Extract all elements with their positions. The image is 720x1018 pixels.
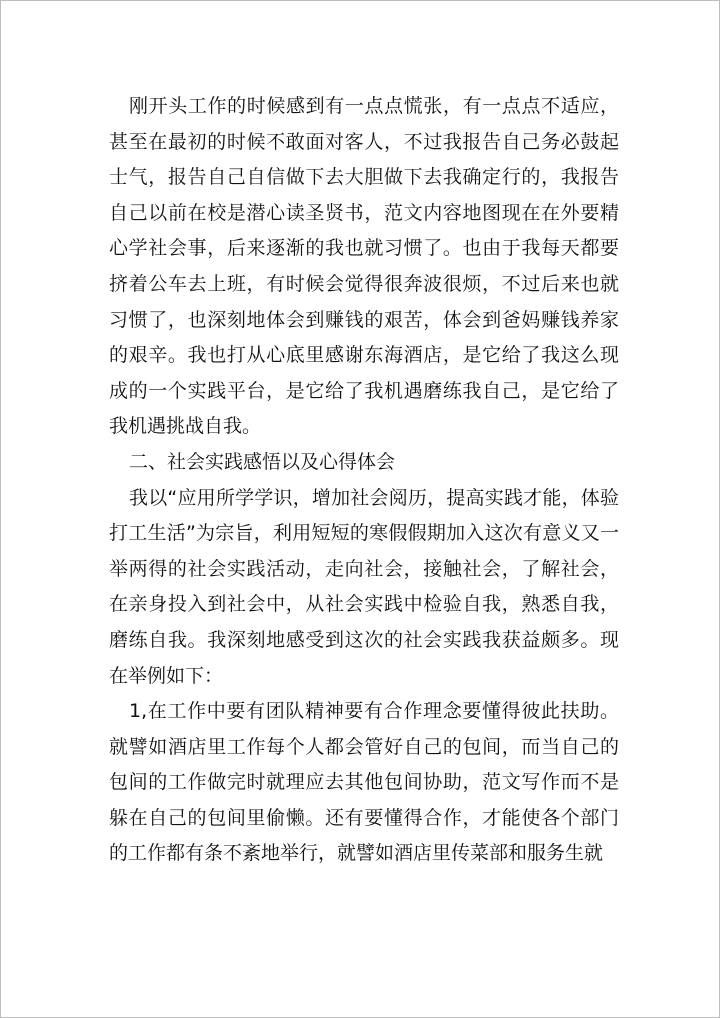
document-body <box>109 89 619 872</box>
section-heading: 二、社会实践感悟以及心得体会 <box>129 450 396 473</box>
paragraph-teamwork: 1,在工作中要有团队精神要有合作理念要懂得彼此扶助。就譬如酒店里工作每个人都会管好自己的包间，而当自己的包间的工作做完时就理应去其他包间协助，范文写作而不是躲在自己的包间里偷懒。还有要懂得合作，才能使各个部门的工作都有条不紊地举行，就譬如酒店里传菜部和服务生就 <box>109 700 619 865</box>
paragraph-work-start: 刚开头工作的时候感到有一点点慌张，有一点点不适应，甚至在最初的时候不敢面对客人，不过我报告自己务必鼓起士气，报告自己自信做下去大胆做下去我确定行的，我报告自己以前在校是潜心读圣贤书，范文内容地图现在在外要精心学社会事，后来逐渐的我也就习惯了。也由于我每天都要挤着公车去上班，有时候会觉得很奔波很烦，不过后来也就习惯了，也深刻地体会到赚钱的艰苦，体会到爸妈赚钱养家的艰辛。我也打从心底里感谢东海酒店，是它给了我这么现成的一个实践平台，是它给了我机遇磨练我自己，是它给了我机遇挑战自我。 <box>109 95 619 438</box>
paragraph-purpose: 我以“应用所学学识，增加社会阅历，提高实践才能，体验打工生活”为宗旨，利用短短的寒假假期加入这次有意义又一举两得的社会实践活动，走向社会，接触社会，了解社会，在亲身投入到社会中，从社会实践中检验自我，熟悉自我，磨练自我。我深刻地感受到这次的社会实践我获益颇多。现在举例如下： <box>109 486 619 687</box>
